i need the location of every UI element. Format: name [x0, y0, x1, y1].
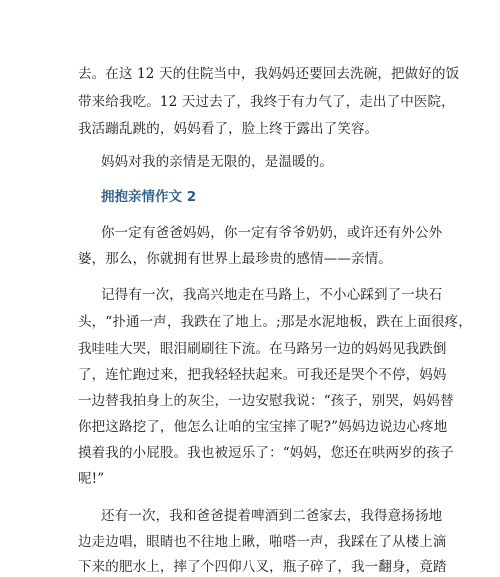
paragraph-line: 记得有一次，我高兴地走在马路上，不小心踩到了一块石: [101, 287, 443, 303]
paragraph-line: 你把这路挖了，他怎么让咱的宝宝摔了呢?”妈妈边说边心疼地: [78, 419, 448, 435]
paragraph-line: 摸着我的小屁股。我也被逗乐了：“妈妈，您还在哄两岁的孩子: [78, 445, 454, 461]
paragraph-line: 下来的肥水上，摔了个四仰八叉，瓶子碎了，我一翻身，竟踏: [78, 559, 447, 575]
paragraph-line: 婆，那么，你就拥有世界上最珍贵的感情——亲情。: [78, 251, 392, 267]
paragraph-line: 呢!”: [78, 471, 105, 487]
paragraph-line: 去。在这 12 天的住院当中，我妈妈还要回去洗碗，把做好的饭: [78, 66, 460, 82]
paragraph-line: 妈妈对我的亲情是无限的，是温暖的。: [101, 154, 334, 170]
paragraph-line: 边走边唱，眼睛也不往地上瞅，啪嗒一声，我踩在了从楼上滴: [78, 534, 447, 550]
paragraph-line: 你一定有爸爸妈妈，你一定有爷爷奶奶，或许还有外公外: [101, 225, 443, 241]
section-heading: 拥抱亲情作文 2: [101, 189, 197, 205]
paragraph-line: 我活蹦乱跳的，妈妈看了，脸上终于露出了笑容。: [78, 121, 379, 137]
paragraph-line: 我哇哇大哭，眼泪刷刷往下流。在马路另一边的妈妈见我跌倒: [78, 341, 447, 357]
paragraph-line: 一边替我拍身上的灰尘，一边安慰我说：“孩子，别哭，妈妈替: [78, 393, 454, 409]
paragraph-line: 带来给我吃。12 天过去了，我终于有力气了，走出了中医院，: [78, 94, 455, 110]
paragraph-line: 头，“扑通一声，我跌在了地上。;那是水泥地板，跌在上面很疼，: [78, 314, 472, 330]
paragraph-line: 了，连忙跑过来，把我轻轻扶起来。可我还是哭个不停，妈妈: [78, 367, 447, 383]
paragraph-line: 还有一次，我和爸爸提着啤酒到二爸家去，我得意扬扬地: [101, 508, 443, 524]
